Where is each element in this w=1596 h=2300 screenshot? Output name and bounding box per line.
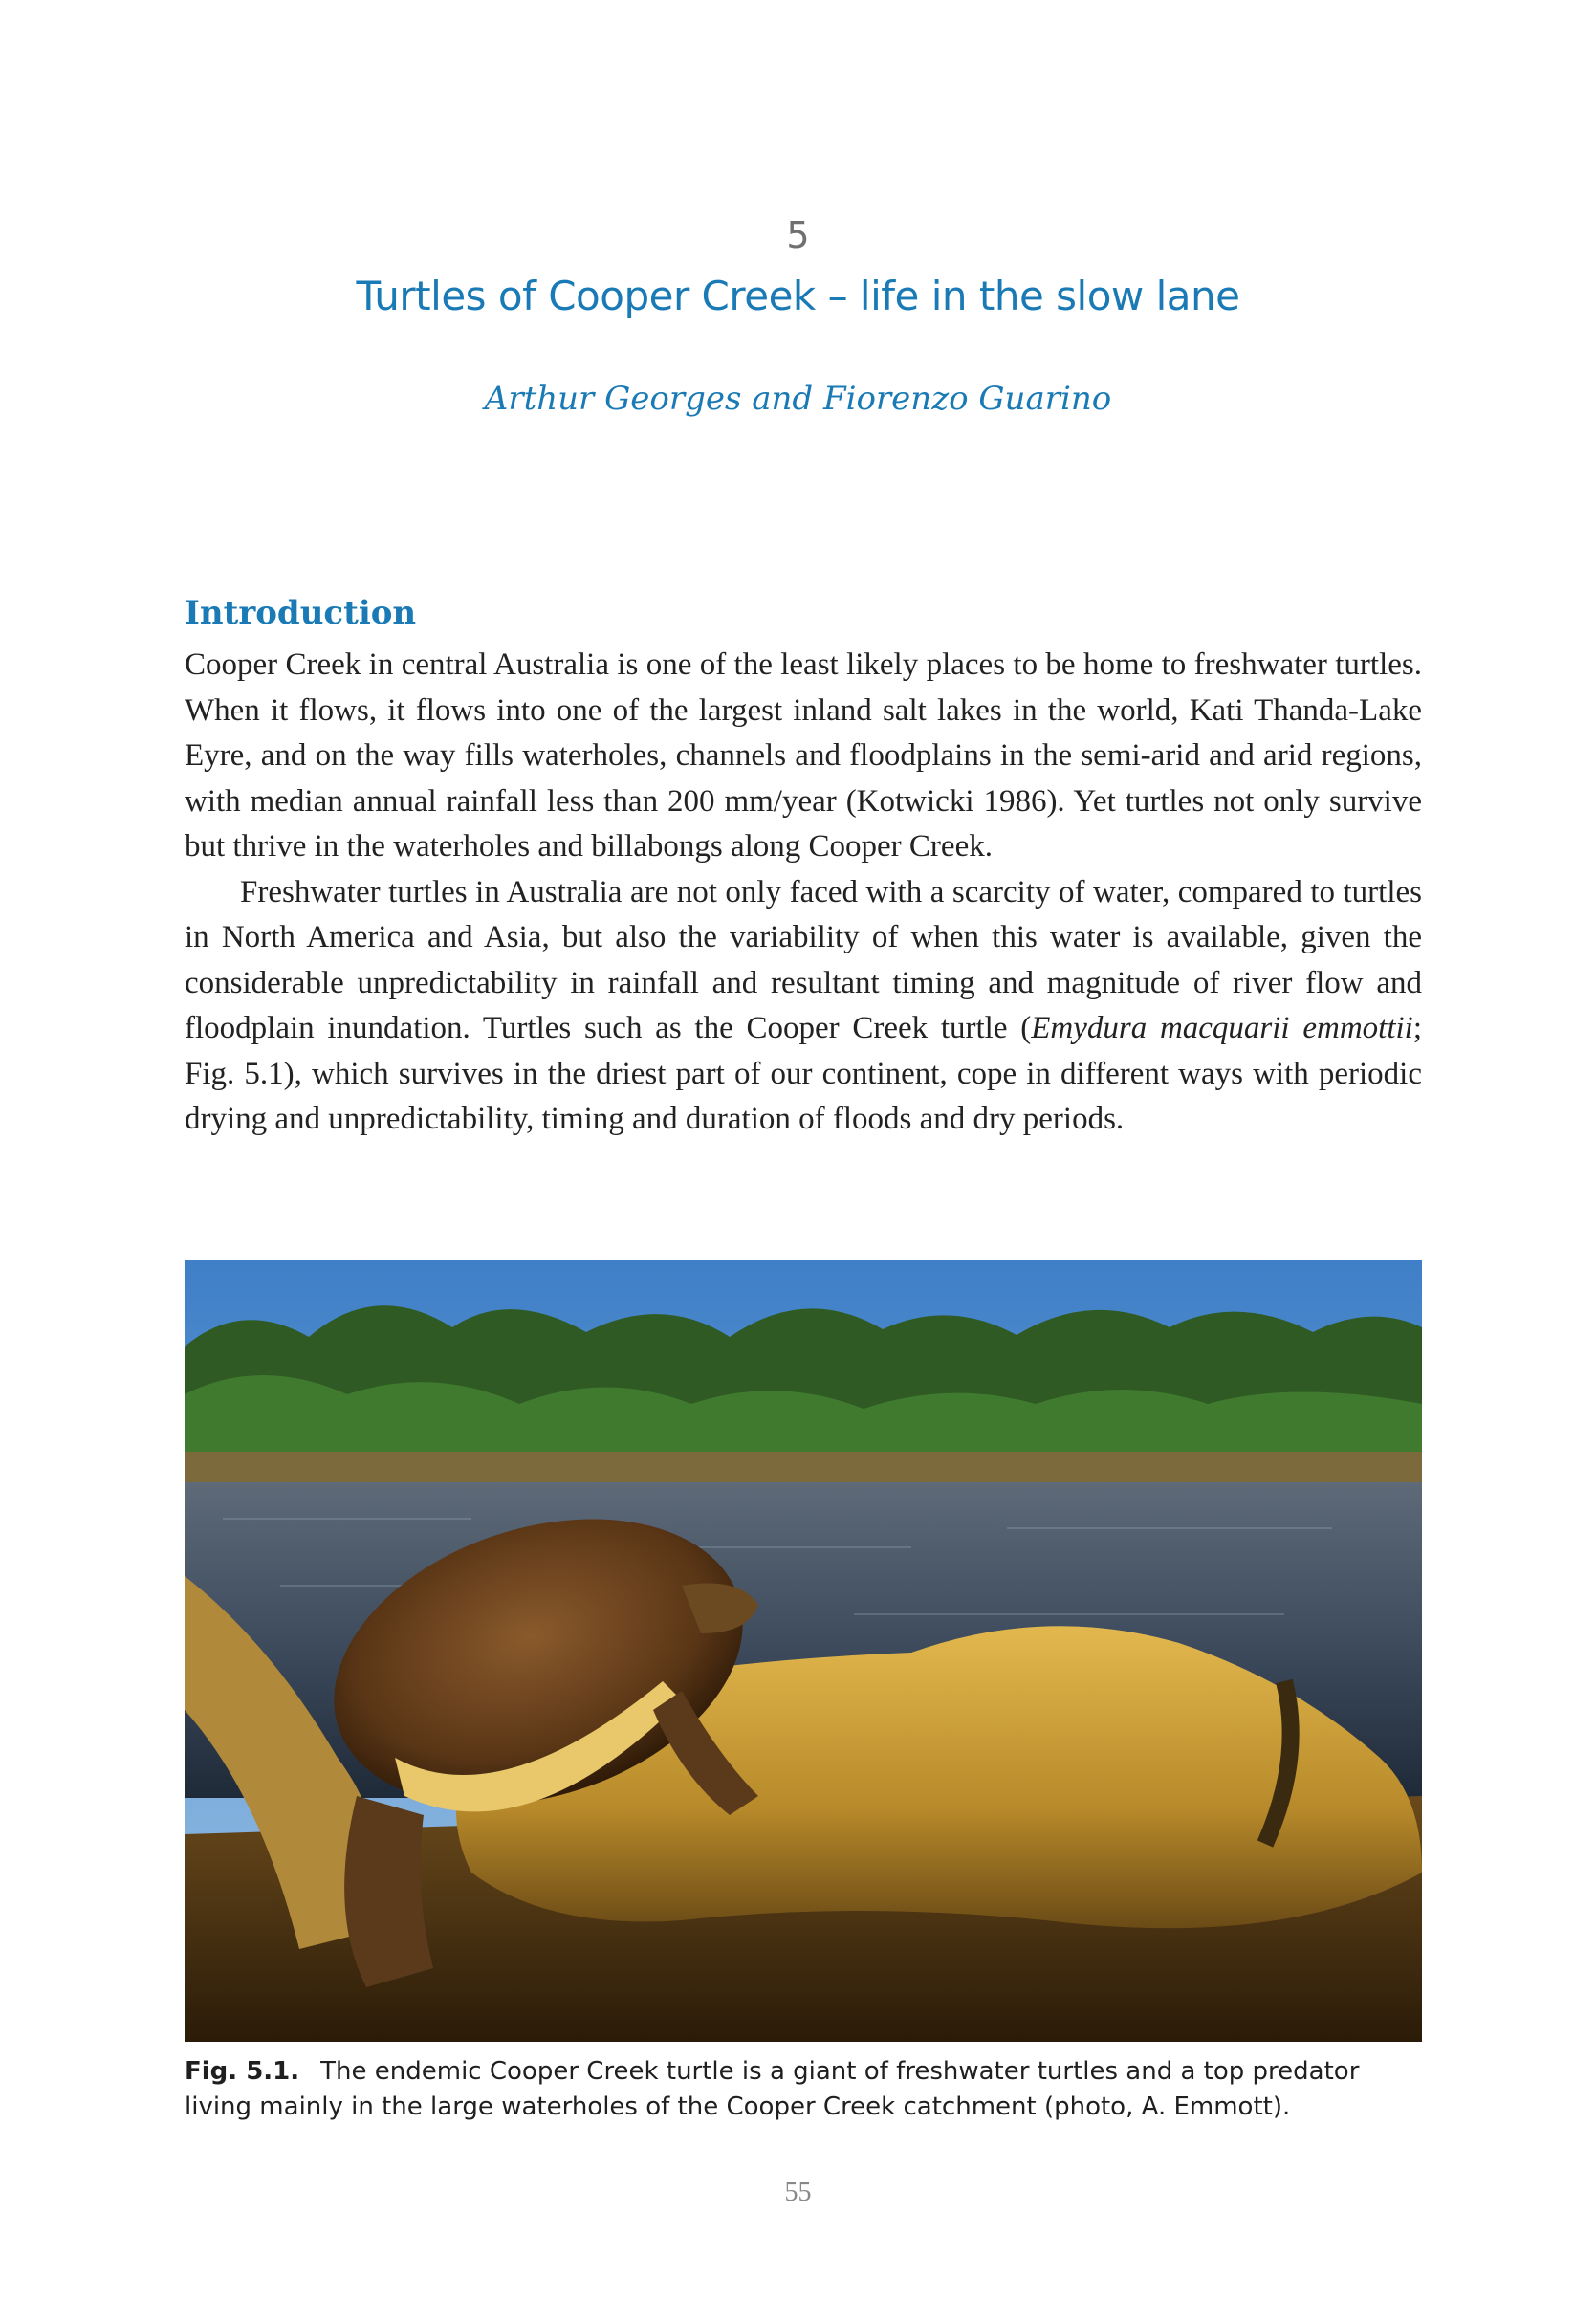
paragraph-2	[185, 870, 1422, 1143]
paragraph-2-part-a: Freshwater turtles in Australia are not only faced with a scarcity of water, compared to turtles in North America and Asia, but also the variability of when this water is available, given the considerable unpredictability in rainfall and resultant timing and magnitude of river flow and floodplain inundation. Turtles such as the Cooper Creek turtle (	[185, 874, 1422, 1045]
species-name: Emydura macquarii emmottii	[1031, 1011, 1413, 1045]
chapter-number: 5	[786, 214, 810, 256]
turtle-photo	[185, 1260, 1422, 2042]
page-number: 55	[784, 2178, 812, 2207]
chapter-title: Turtles of Cooper Creek – life in the slow lane	[356, 273, 1240, 319]
paragraph-2-part-b: ; Fig. 5.1), which survives in the driest part of our continent, cope in different ways with periodic drying and unpredictability, timing and duration of floods and dry periods.	[185, 1011, 1422, 1136]
figure-label: Fig. 5.1.	[185, 2057, 300, 2086]
figure-caption	[185, 2054, 1422, 2125]
body-text	[185, 643, 1422, 1143]
section-heading: Introduction	[185, 594, 417, 632]
paragraph-1: Cooper Creek in central Australia is one of the least likely places to be home to freshwater turtles. When it flows, it flows into one of the largest inland salt lakes in the world, Kati Thanda-Lake Eyre, and on the way fills waterholes, channels and floodplains in the semi-arid and arid regions, with median annual rainfall less than 200 mm/year (Kotwicki 1986). Yet turtles not only survive but thrive in the waterholes and billabongs along Cooper Creek.	[185, 647, 1422, 864]
figure-caption-text: The endemic Cooper Creek turtle is a giant of freshwater turtles and a top predator living mainly in the large waterholes of the Cooper Creek catchment (photo, A. Emmott).	[185, 2057, 1360, 2121]
chapter-authors: Arthur Georges and Fiorenzo Guarino	[484, 380, 1112, 418]
